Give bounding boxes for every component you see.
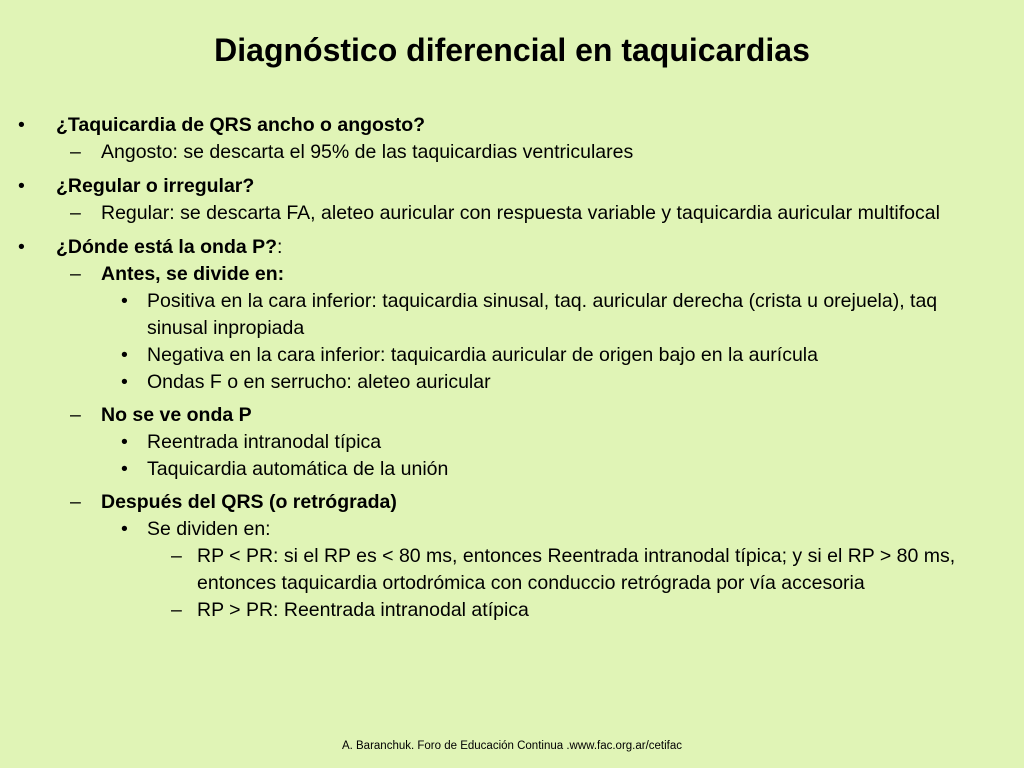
bullet-qrs-width [0, 112, 1024, 139]
sub-bullet-regular [0, 200, 1024, 227]
sub-sub-bullet-jet [0, 456, 1024, 483]
sub-bullet-before [0, 261, 1024, 288]
sub-sub-bullet-text: Taquicardia automática de la unión [147, 458, 449, 480]
bullet-marker: • [121, 371, 128, 393]
sub-sub-bullet-text: Reentrada intranodal típica [147, 431, 382, 453]
sub-sub-bullet-text: Se dividen en: [147, 518, 271, 540]
sub-sub-bullet-text: Negativa en la cara inferior: taquicardia auricular de origen bajo en la aurícula [147, 344, 818, 366]
bullet-marker: • [121, 344, 128, 366]
sub-sub-bullet-avnrt [0, 429, 1024, 456]
sub-bullet-text: Angosto: se descarta el 95% de las taquicardias ventriculares [101, 141, 634, 163]
dash-marker: – [171, 599, 182, 621]
sub-bullet-text: No se ve onda P [101, 404, 252, 426]
sub-bullet-text: Regular: se descarta FA, aleteo auricular con respuesta variable y taquicardia auricular multifocal [101, 202, 940, 224]
sub-bullet-after-qrs [0, 489, 1024, 516]
bullet-marker: • [18, 236, 25, 258]
sub-sub-bullet-divide [0, 516, 1024, 543]
bullet-marker: • [121, 518, 128, 540]
bullet-marker: • [18, 175, 25, 197]
bullet-marker: • [121, 458, 128, 480]
dash-marker: – [70, 263, 81, 285]
slide-title: Diagnóstico diferencial en taquicardias [214, 32, 810, 68]
bullet-marker: • [121, 431, 128, 453]
level4-bullet-text: RP > PR: Reentrada intranodal atípica [197, 599, 529, 621]
dash-marker: – [70, 202, 81, 224]
sub-sub-bullet-text: Ondas F o en serrucho: aleteo auricular [147, 371, 491, 393]
dash-marker: – [70, 404, 81, 426]
sub-sub-bullet-positive [0, 288, 1024, 342]
bullet-text: ¿Taquicardia de QRS ancho o angosto? [56, 114, 426, 136]
dash-marker: – [70, 491, 81, 513]
dash-marker: – [70, 141, 81, 163]
bullet-text: ¿Regular o irregular? [56, 175, 255, 197]
level4-bullet-rp-greater [0, 597, 1024, 624]
slide-content [0, 112, 1024, 624]
bullet-text: ¿Dónde está la onda P? [56, 236, 278, 258]
sub-sub-bullet-negative [0, 342, 1024, 369]
dash-marker: – [171, 545, 182, 567]
sub-sub-bullet-text: Positiva en la cara inferior: taquicardia sinusal, taq. auricular derecha (crista u orejuela), taq sinusal inpropiada [147, 290, 938, 339]
bullet-regularity [0, 173, 1024, 200]
slide-footer: A. Baranchuk. Foro de Educación Continua .www.fac.org.ar/cetifac [341, 740, 683, 752]
level4-bullet-rp-less [0, 543, 1024, 597]
bullet-marker: • [121, 290, 128, 312]
sub-bullet-text: Antes, se divide en: [101, 263, 285, 285]
level4-bullet-text: RP < PR: si el RP es < 80 ms, entonces Reentrada intranodal típica; y si el RP > 80 ms, entonces taquicardia ortodrómica con conduccio retrógrada por vía accesoria [197, 545, 956, 594]
bullet-marker: • [18, 114, 25, 136]
sub-sub-bullet-flutter [0, 369, 1024, 396]
bullet-text-suffix: : [277, 236, 283, 258]
bullet-p-wave [0, 234, 1024, 261]
sub-bullet-text: Después del QRS (o retrógrada) [101, 491, 397, 513]
sub-bullet-no-p [0, 402, 1024, 429]
sub-bullet-narrow [0, 139, 1024, 166]
